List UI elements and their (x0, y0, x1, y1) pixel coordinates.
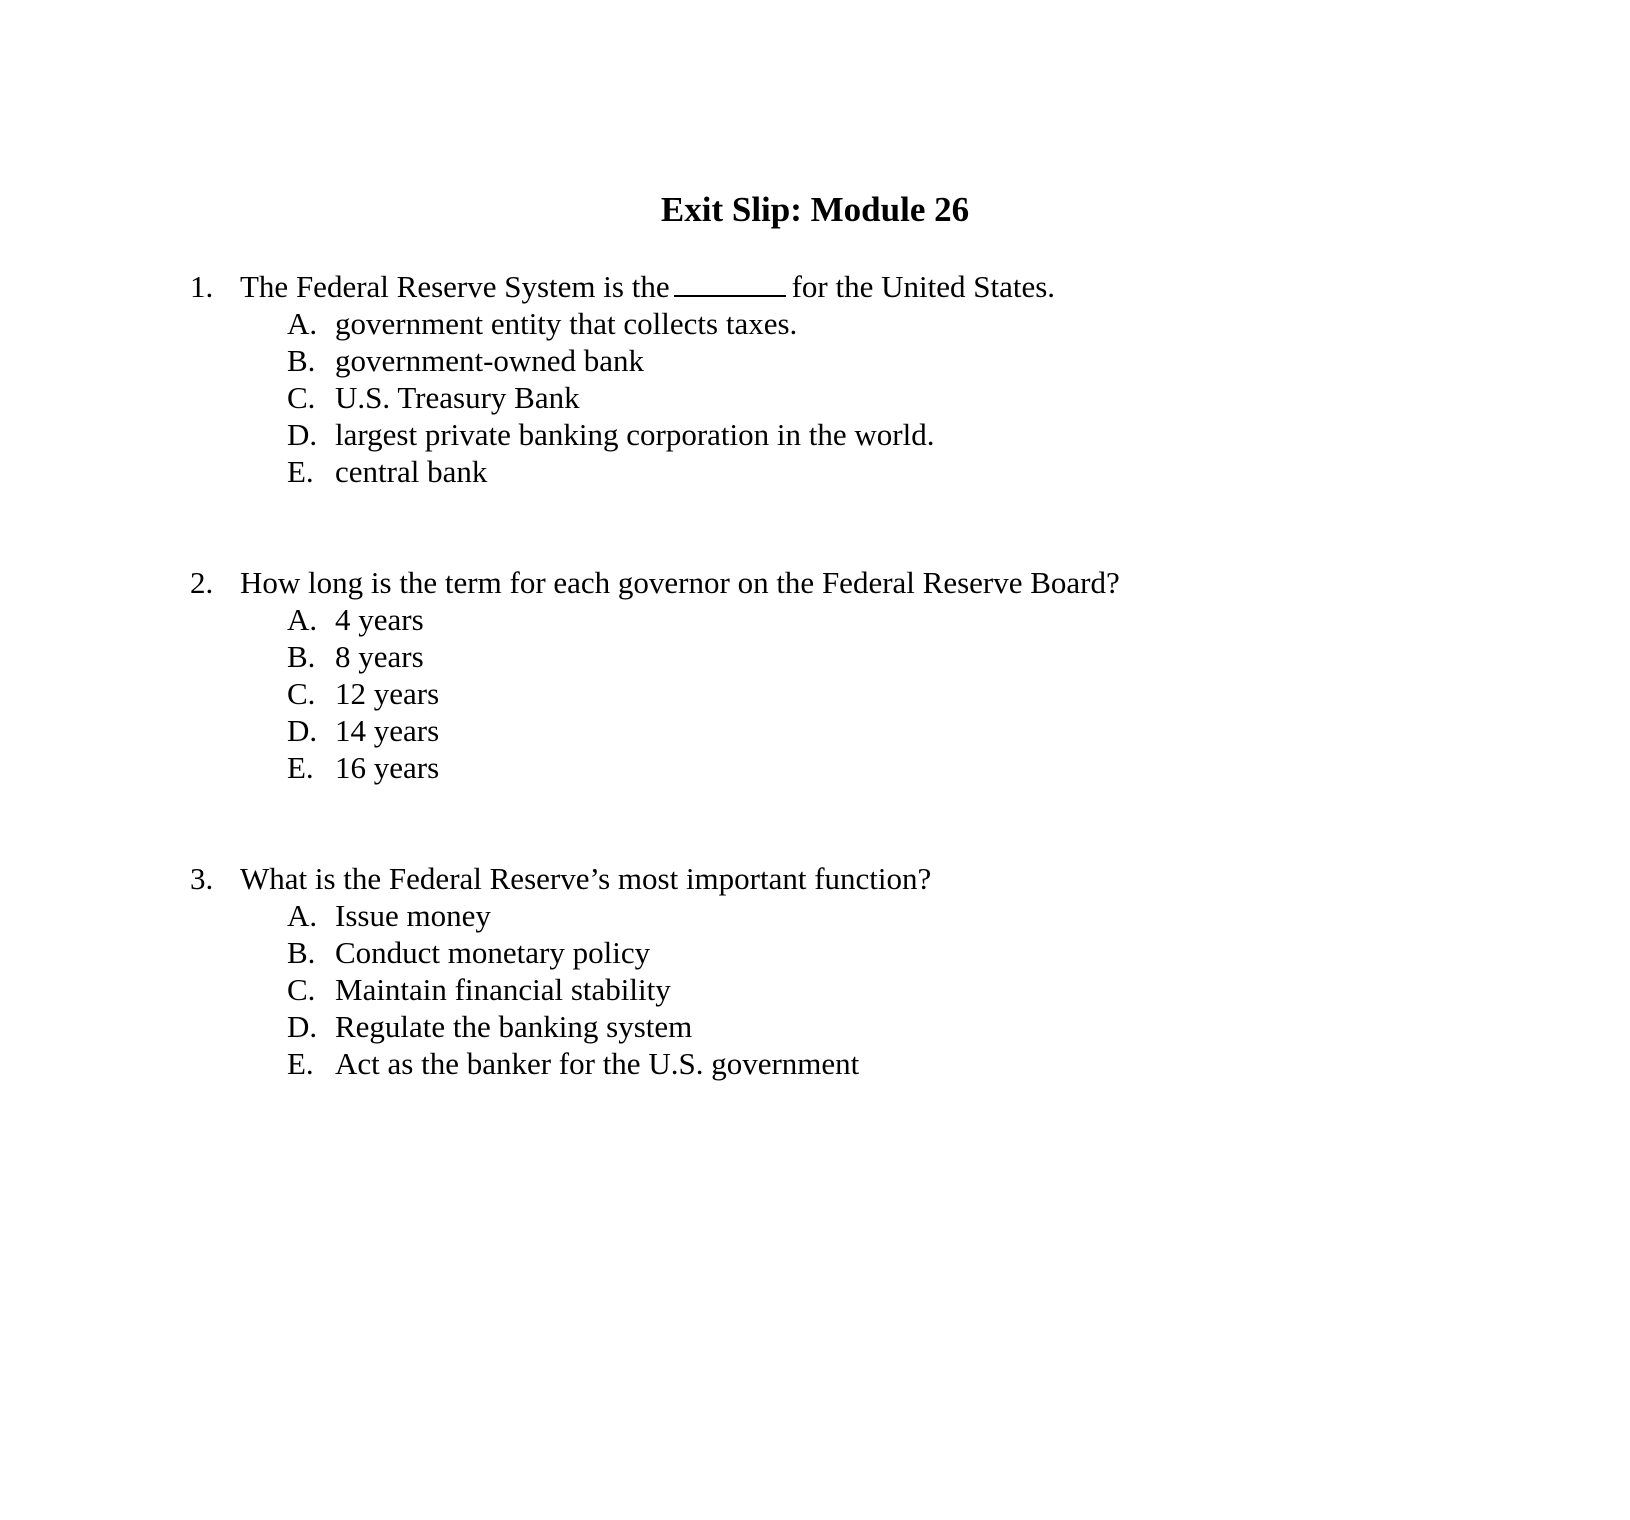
answer-option (287, 749, 1490, 786)
option-text: Conduct monetary policy (335, 935, 651, 970)
question-number: 1. (190, 269, 214, 304)
option-text: 12 years (335, 676, 440, 711)
question-text-before-blank: The Federal Reserve System is the (240, 269, 670, 304)
option-letter: A. (287, 306, 318, 341)
option-text: 8 years (335, 639, 424, 674)
option-letter: A. (287, 898, 318, 933)
question-text-after-blank: for the United States. (791, 269, 1056, 304)
option-letter: C. (287, 972, 316, 1007)
answer-option (287, 379, 1490, 416)
answer-options (190, 305, 1490, 490)
question-stem (190, 268, 1490, 305)
question-number: 3. (190, 861, 214, 896)
option-letter: D. (287, 417, 318, 452)
option-text: central bank (335, 454, 488, 489)
option-letter: B. (287, 639, 316, 674)
answer-option (287, 971, 1490, 1008)
option-text: Maintain financial stability (335, 972, 671, 1007)
question-number: 2. (190, 565, 214, 600)
answer-option (287, 342, 1490, 379)
answer-option (287, 453, 1490, 490)
option-text: Regulate the banking system (335, 1009, 693, 1044)
answer-option (287, 934, 1490, 971)
option-text: 4 years (335, 602, 424, 637)
question-text: What is the Federal Reserve’s most important function? (240, 861, 932, 896)
option-text: 16 years (335, 750, 440, 785)
answer-option (287, 1008, 1490, 1045)
question-stem (190, 860, 1490, 897)
question-3 (190, 860, 1490, 1082)
answer-option (287, 712, 1490, 749)
answer-option (287, 305, 1490, 342)
option-letter: B. (287, 343, 316, 378)
option-text: Act as the banker for the U.S. government (335, 1046, 860, 1081)
answer-option (287, 1045, 1490, 1082)
option-text: U.S. Treasury Bank (335, 380, 580, 415)
answer-options (190, 897, 1490, 1082)
option-text: Issue money (335, 898, 491, 933)
option-letter: C. (287, 380, 316, 415)
option-text: government entity that collects taxes. (335, 306, 798, 341)
answer-option (287, 416, 1490, 453)
option-letter: E. (287, 750, 314, 785)
question-1 (190, 268, 1490, 490)
option-text: largest private banking corporation in the world. (335, 417, 935, 452)
fill-in-blank (674, 269, 786, 297)
option-letter: D. (287, 713, 318, 748)
option-letter: D. (287, 1009, 318, 1044)
option-letter: B. (287, 935, 316, 970)
option-letter: E. (287, 1046, 314, 1081)
option-letter: E. (287, 454, 314, 489)
page-title: Exit Slip: Module 26 (660, 190, 970, 229)
answer-options (190, 601, 1490, 786)
answer-option (287, 601, 1490, 638)
answer-option (287, 675, 1490, 712)
question-stem (190, 564, 1490, 601)
answer-option (287, 897, 1490, 934)
question-2 (190, 564, 1490, 786)
option-letter: C. (287, 676, 316, 711)
question-text: How long is the term for each governor on the Federal Reserve Board? (240, 565, 1120, 600)
option-text: government-owned bank (335, 343, 645, 378)
option-text: 14 years (335, 713, 440, 748)
answer-option (287, 638, 1490, 675)
option-letter: A. (287, 602, 318, 637)
